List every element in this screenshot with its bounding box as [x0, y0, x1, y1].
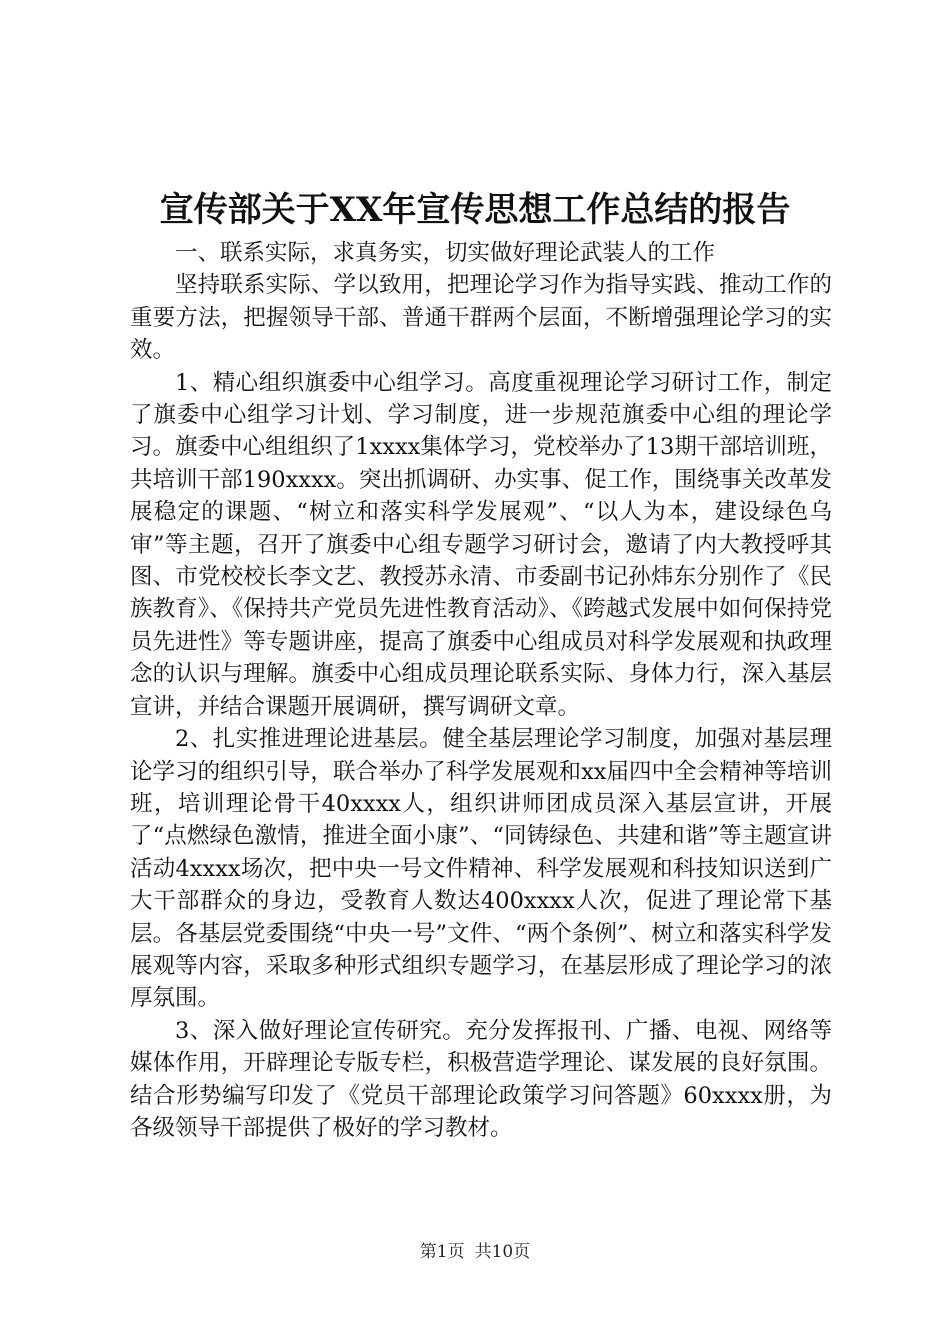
paragraph-3: 3、深入做好理论宣传研究。充分发挥报刊、广播、电视、网络等媒体作用，开辟理论专版专栏，积极营造学理论、谋发展的良好氛围。结合形势编写印发了《党员干部理论政策学习问答题》60xxxx册，为各级领导干部提供了极好的学习教材。 — [130, 1017, 832, 1141]
intro-paragraph: 坚持联系实际、学以致用，把理论学习作为指导实践、推动工作的重要方法，把握领导干部、普通干群两个层面，不断增强理论学习的实效。 — [130, 272, 832, 364]
document-title: 宣传部关于XX年宣传思想工作总结的报告 — [159, 190, 791, 230]
page-total: 共10页 — [474, 1242, 531, 1262]
document-body — [130, 237, 832, 1144]
section-heading: 一、联系实际，求真务实，切实做好理论武装人的工作 — [175, 240, 716, 266]
paragraph-1: 1、精心组织旗委中心组学习。高度重视理论学习研讨工作，制定了旗委中心组学习计划、学习制度，进一步规范旗委中心组的理论学习。旗委中心组组织了1xxxx集体学习，党校举办了13期干部培训班，共培训干部190xxxx。突出抓调研、办实事、促工作，围绕事关改革发展稳定的课题、“树立和落实科学发展观”、“以人为本，建设绿色乌审”等主题，召开了旗委中心组专题学习研讨会，邀请了内大教授呼其图、市党校校长李文艺、教授苏永清、市委副书记孙炜东分别作了《民族教育》、《保持共产党员先进性教育活动》、《跨越式发展中如何保持党员先进性》等专题讲座，提高了旗委中心组成员对科学发展观和执政理念的认识与理解。旗委中心组成员理论联系实际、身体力行，深入基层宣讲，并结合课题开展调研，撰写调研文章。 — [130, 369, 832, 720]
page-footer — [0, 1240, 950, 1264]
paragraph-2: 2、扎实推进理论进基层。健全基层理论学习制度，加强对基层理论学习的组织引导，联合举办了科学发展观和xx届四中全会精神等培训班，培训理论骨干40xxxx人，组织讲师团成员深入基层宣讲，开展了“点燃绿色激情，推进全面小康”、“同铸绿色、共建和谐”等主题宣讲活动4xxxx场次，把中央一号文件精神、科学发展观和科技知识送到广大干部群众的身边，受教育人数达400xxxx人次，促进了理论常下基层。各基层党委围绕“中央一号”文件、“两个条例”、树立和落实科学发展观等内容，采取多种形式组织专题学习，在基层形成了理论学习的浓厚氛围。 — [130, 726, 832, 1012]
page-number: 第1页 — [419, 1242, 465, 1262]
